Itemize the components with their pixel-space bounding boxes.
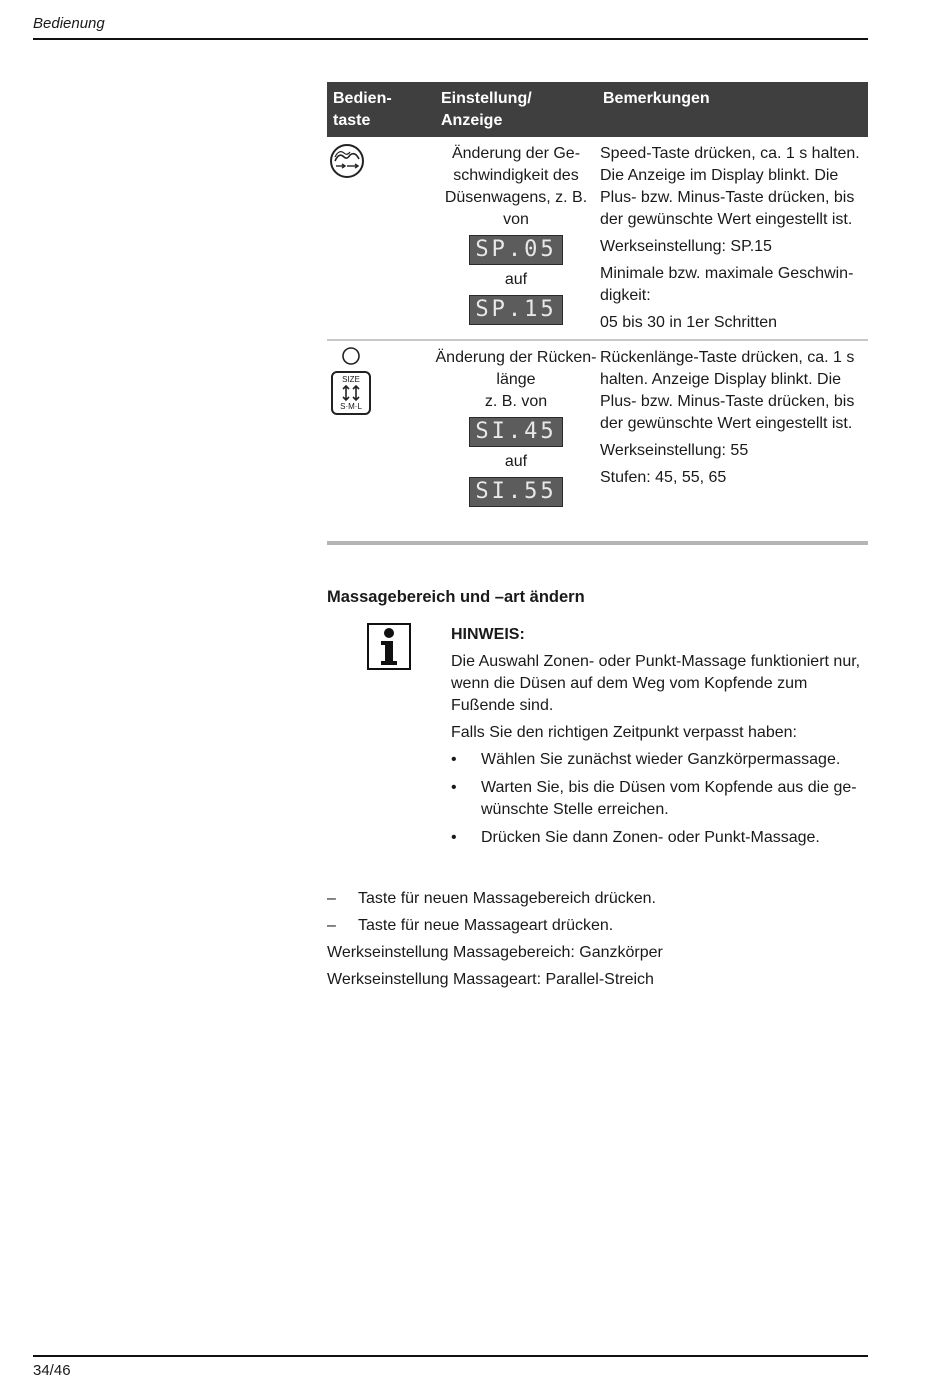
header-key-line1: Bedien- bbox=[333, 90, 392, 107]
display-to: SP.15 bbox=[469, 295, 562, 325]
info-icon bbox=[367, 623, 411, 670]
bullet-icon: • bbox=[451, 779, 457, 796]
remark: Werkseinstellung: SP.15 bbox=[600, 238, 772, 255]
remark: Minimale bzw. maximale Geschwin-digkeit: bbox=[600, 265, 854, 304]
remark: Speed-Taste drücken, ca. 1 s halten. Die Anzeige im Display blinkt. Die Plus- bzw. Minus-Taste drücken, bis der gewünschte Wert eingestellt ist. bbox=[600, 145, 860, 228]
setting-text: Änderung der Ge- bbox=[451, 145, 581, 162]
between-text: auf bbox=[504, 453, 528, 470]
setting-text: schwindigkeit des bbox=[453, 167, 579, 184]
section-title: Massagebereich und –art ändern bbox=[327, 588, 585, 606]
settings-table bbox=[327, 82, 868, 545]
key-cell bbox=[327, 341, 435, 541]
remark: Stufen: 45, 55, 65 bbox=[600, 469, 727, 486]
display-from: SP.05 bbox=[469, 235, 562, 265]
note-box bbox=[451, 624, 869, 855]
step-item bbox=[327, 888, 868, 910]
step-text: Taste für neue Massageart drücken. bbox=[358, 917, 614, 934]
step-item bbox=[327, 915, 868, 937]
remarks-cell bbox=[597, 137, 868, 339]
page-number: 34/46 bbox=[33, 1362, 71, 1379]
dash-icon: – bbox=[327, 890, 336, 907]
steps-list bbox=[327, 888, 868, 996]
bullet-icon: • bbox=[451, 751, 457, 768]
remark: Rückenlänge-Taste drücken, ca. 1 s halten. Anzeige Display blinkt. Die Plus- bzw. Minus-Taste drücken, bis der gewünschte Wert eingestellt ist. bbox=[600, 349, 855, 432]
footer-rule bbox=[33, 1355, 868, 1357]
table-row bbox=[327, 137, 868, 341]
note-bullets bbox=[451, 749, 869, 849]
list-item bbox=[451, 777, 869, 821]
setting-cell bbox=[435, 137, 597, 339]
remark: Werkseinstellung: 55 bbox=[600, 442, 749, 459]
bullet-text: Wählen Sie zunächst wieder Ganzkörpermassage. bbox=[481, 751, 841, 768]
setting-text: z. B. von bbox=[484, 393, 548, 410]
led-indicator-icon bbox=[329, 345, 369, 367]
bullet-icon: • bbox=[451, 829, 457, 846]
table-header bbox=[327, 82, 868, 137]
size-icon-label-bottom: S·M·L bbox=[340, 402, 362, 411]
display-from: SI.45 bbox=[469, 417, 562, 447]
bullet-text: Warten Sie, bis die Düsen vom Kopfende aus die ge-wünschte Stelle erreichen. bbox=[481, 779, 857, 818]
setting-text: von bbox=[503, 211, 529, 228]
display-to: SI.55 bbox=[469, 477, 562, 507]
note-text: Die Auswahl Zonen- oder Punkt-Massage funktioniert nur, wenn die Düsen auf dem Weg vom Kopfende zum Fußende sind. bbox=[451, 653, 861, 714]
header-setting bbox=[435, 82, 597, 137]
setting-text: länge bbox=[496, 371, 536, 388]
header-key bbox=[327, 82, 435, 137]
list-item bbox=[451, 749, 869, 771]
header-remarks: Bemerkungen bbox=[603, 90, 710, 107]
header-setting-line1: Einstellung/ bbox=[441, 90, 532, 107]
step-text: Taste für neuen Massagebereich drücken. bbox=[358, 890, 656, 907]
setting-text: Düsenwagens, z. B. bbox=[444, 189, 588, 206]
header-key-line2: taste bbox=[333, 112, 371, 129]
list-item bbox=[451, 827, 869, 849]
between-text: auf bbox=[504, 271, 528, 288]
setting-cell bbox=[435, 341, 597, 541]
key-cell bbox=[327, 137, 435, 339]
size-key-icon bbox=[331, 371, 371, 415]
default-setting: Werkseinstellung Massagebereich: Ganzkörper bbox=[327, 944, 663, 961]
header-rule bbox=[33, 38, 868, 40]
table-row bbox=[327, 341, 868, 545]
size-icon-label-top: SIZE bbox=[342, 375, 360, 384]
remark: 05 bis 30 in 1er Schritten bbox=[600, 314, 777, 331]
running-header: Bedienung bbox=[33, 15, 105, 32]
up-down-arrows-icon bbox=[339, 384, 363, 402]
note-title: HINWEIS: bbox=[451, 626, 525, 643]
setting-text: Änderung der Rücken- bbox=[435, 349, 597, 366]
bullet-text: Drücken Sie dann Zonen- oder Punkt-Massage. bbox=[481, 829, 820, 846]
note-intro: Falls Sie den richtigen Zeitpunkt verpasst haben: bbox=[451, 724, 797, 741]
header-setting-line2: Anzeige bbox=[441, 112, 503, 129]
remarks-cell bbox=[597, 341, 868, 541]
default-setting: Werkseinstellung Massageart: Parallel-Streich bbox=[327, 971, 654, 988]
dash-icon: – bbox=[327, 917, 336, 934]
speed-key-icon bbox=[329, 143, 365, 179]
